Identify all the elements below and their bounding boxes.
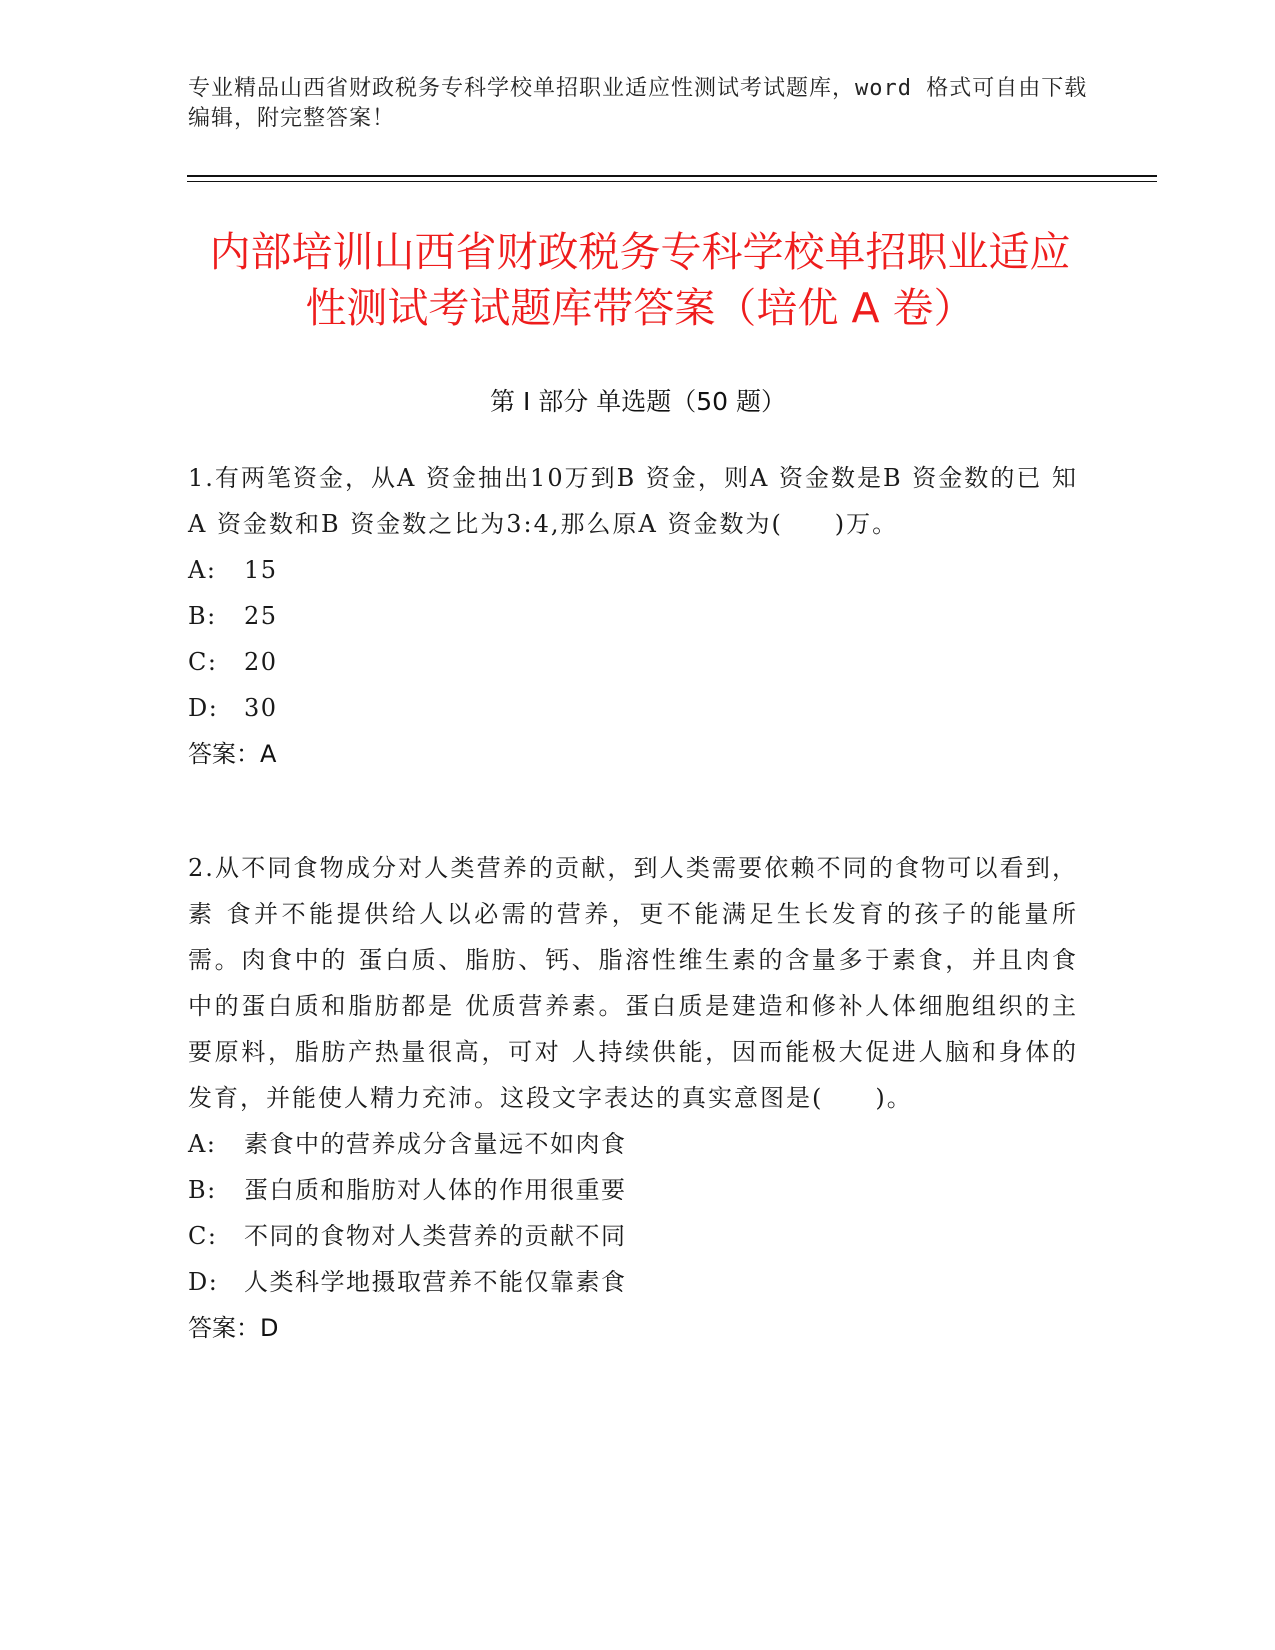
option-d	[188, 1259, 1078, 1305]
question-1	[188, 455, 1078, 777]
header-rule-thick	[187, 175, 1157, 177]
option-text: 人类科学地摄取营养不能仅靠素食	[244, 1268, 627, 1296]
option-key: A:	[188, 1130, 217, 1158]
question-2	[188, 845, 1078, 1351]
option-b	[188, 1167, 1078, 1213]
option-text: 30	[244, 694, 278, 722]
question-stem: 1.有两笔资金，从A 资金抽出10万到B 资金，则A 资金数是B 资金数的已 知A 资金数和B 资金数之比为3:4,那么原A 资金数为( )万。	[188, 464, 1078, 538]
question-stem: 2.从不同食物成分对人类营养的贡献，到人类需要依赖不同的食物可以看到，素 食并不能提供给人以必需的营养，更不能满足生长发育的孩子的能量所需。肉食中的 蛋白质、脂肪、钙、脂溶性维生素的含量多于素食，并且肉食中的蛋白质和脂肪都是 优质营养素。蛋白质是建造和修补人体细胞组织的主要原料，脂肪产热量很高，可对 人持续供能，因而能极大促进人脑和身体的发育，并能使人精力充沛。这段文字表达的真实意图是( )。	[188, 854, 1078, 1112]
option-text: 素食中的营养成分含量远不如肉食	[244, 1130, 627, 1158]
option-d	[188, 685, 1078, 731]
option-b	[188, 593, 1078, 639]
option-text: 25	[244, 602, 278, 630]
option-key: D:	[188, 1268, 219, 1296]
document-title: 内部培训山西省财政税务专科学校单招职业适应性测试考试题库带答案（培优 A 卷）	[209, 228, 1071, 332]
answer-line: 答案：D	[188, 1314, 279, 1342]
option-key: C:	[188, 1222, 218, 1250]
option-text: 不同的食物对人类营养的贡献不同	[244, 1222, 627, 1250]
option-c	[188, 639, 1078, 685]
option-key: C:	[188, 648, 218, 676]
option-a	[188, 1121, 1078, 1167]
option-text: 20	[244, 648, 278, 676]
option-text: 蛋白质和脂肪对人体的作用很重要	[244, 1176, 627, 1204]
option-a	[188, 547, 1078, 593]
answer-line: 答案：A	[188, 740, 277, 768]
header-note: 专业精品山西省财政税务专科学校单招职业适应性测试考试题库，word 格式可自由下载编辑，附完整答案！	[188, 76, 1088, 131]
option-c	[188, 1213, 1078, 1259]
option-key: D:	[188, 694, 219, 722]
option-text: 15	[244, 556, 278, 584]
header-rule-thin	[187, 181, 1157, 182]
option-key: B:	[188, 1176, 217, 1204]
option-key: A:	[188, 556, 217, 584]
option-key: B:	[188, 602, 217, 630]
section-title: 第 I 部分 单选题（50 题）	[490, 387, 786, 416]
